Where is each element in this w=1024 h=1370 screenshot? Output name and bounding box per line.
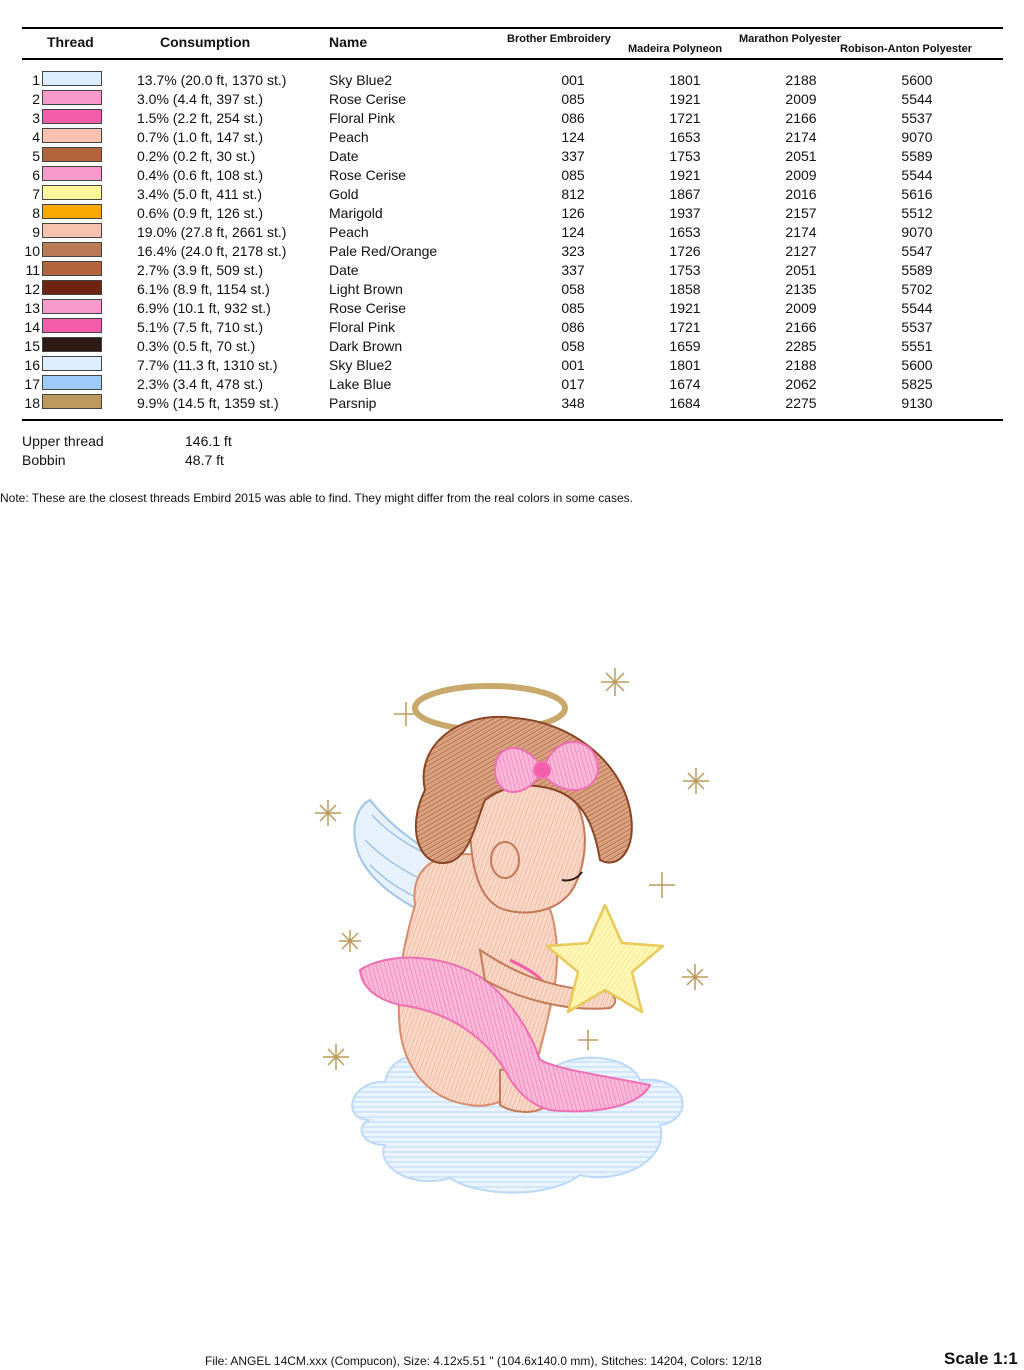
thread-color-swatch [42, 147, 102, 162]
robison-code: 5544 [901, 167, 933, 183]
thread-color-swatch [42, 318, 102, 333]
thread-number: 15 [24, 338, 40, 354]
thread-number: 5 [32, 148, 40, 164]
madeira-code: 1858 [669, 281, 701, 297]
thread-consumption: 2.7% (3.9 ft, 509 st.) [137, 262, 264, 278]
upper-thread-label: Upper thread [22, 433, 104, 449]
thread-color-swatch [42, 375, 102, 390]
robison-code: 5547 [901, 243, 933, 259]
brother-code: 812 [561, 186, 585, 202]
robison-code: 5825 [901, 376, 933, 392]
thread-number: 4 [32, 129, 40, 145]
thread-consumption: 6.9% (10.1 ft, 932 st.) [137, 300, 271, 316]
thread-consumption: 0.2% (0.2 ft, 30 st.) [137, 148, 256, 164]
marathon-code: 2275 [785, 395, 817, 411]
thread-number: 3 [32, 110, 40, 126]
thread-number: 11 [25, 262, 40, 278]
thread-number: 14 [24, 319, 40, 335]
table-row [0, 222, 1024, 241]
table-row [0, 70, 1024, 89]
header-madeira: Madeira Polyneon [628, 43, 723, 55]
madeira-code: 1659 [669, 338, 701, 354]
angel-ear [491, 842, 519, 878]
thread-color-swatch [42, 356, 102, 371]
robison-code: 5600 [901, 357, 933, 373]
marathon-code: 2166 [785, 110, 817, 126]
thread-name: Rose Cerise [329, 91, 407, 107]
thread-color-swatch [42, 204, 102, 219]
header-robison: Robison-Anton Polyester [840, 43, 973, 55]
thread-consumption: 19.0% (27.8 ft, 2661 st.) [137, 224, 287, 240]
marathon-code: 2051 [785, 262, 817, 278]
thread-color-swatch [42, 71, 102, 86]
table-row [0, 184, 1024, 203]
thread-name: Gold [329, 186, 359, 202]
table-row [0, 127, 1024, 146]
brother-code: 337 [561, 262, 585, 278]
thread-color-swatch [42, 185, 102, 200]
marathon-code: 2009 [785, 91, 817, 107]
madeira-code: 1801 [669, 72, 701, 88]
thread-consumption: 3.4% (5.0 ft, 411 st.) [137, 186, 263, 202]
thread-color-swatch [42, 394, 102, 409]
thread-color-swatch [42, 223, 102, 238]
marathon-code: 2009 [785, 300, 817, 316]
brother-code: 058 [561, 338, 585, 354]
thread-note: Note: These are the closest threads Embird 2015 was able to find. They might differ from the real colors in some cases. [0, 491, 633, 505]
brother-code: 337 [561, 148, 585, 164]
robison-code: 5544 [901, 300, 933, 316]
marathon-code: 2016 [785, 186, 817, 202]
thread-name: Rose Cerise [329, 167, 407, 183]
madeira-code: 1801 [669, 357, 701, 373]
table-row [0, 355, 1024, 374]
madeira-code: 1721 [669, 319, 701, 335]
table-row [0, 336, 1024, 355]
brother-code: 124 [561, 129, 585, 145]
robison-code: 5589 [901, 262, 933, 278]
marathon-code: 2174 [785, 129, 817, 145]
thread-name: Lake Blue [329, 376, 392, 392]
thread-color-swatch [42, 261, 102, 276]
thread-number: 2 [32, 91, 40, 107]
thread-name: Peach [329, 224, 369, 240]
thread-consumption: 13.7% (20.0 ft, 1370 st.) [137, 72, 287, 88]
embroidery-design-preview [300, 650, 730, 1210]
brother-code: 001 [561, 357, 585, 373]
thread-number: 10 [24, 243, 40, 259]
table-row [0, 108, 1024, 127]
robison-code: 5544 [901, 91, 933, 107]
brother-code: 085 [561, 167, 585, 183]
bobbin-label: Bobbin [22, 452, 66, 468]
thread-consumption: 3.0% (4.4 ft, 397 st.) [137, 91, 264, 107]
brother-code: 085 [561, 91, 585, 107]
madeira-code: 1653 [669, 129, 701, 145]
thread-color-swatch [42, 90, 102, 105]
thread-consumption: 1.5% (2.2 ft, 254 st.) [137, 110, 264, 126]
marathon-code: 2051 [785, 148, 817, 164]
thread-name: Peach [329, 129, 369, 145]
thread-consumption: 0.7% (1.0 ft, 147 st.) [137, 129, 264, 145]
thread-number: 13 [24, 300, 40, 316]
thread-number: 9 [32, 224, 40, 240]
thread-number: 7 [32, 186, 40, 202]
thread-name: Dark Brown [329, 338, 403, 354]
madeira-code: 1684 [669, 395, 701, 411]
marathon-code: 2127 [785, 243, 817, 259]
thread-name: Light Brown [329, 281, 403, 297]
thread-consumption: 16.4% (24.0 ft, 2178 st.) [137, 243, 287, 259]
table-row [0, 241, 1024, 260]
upper-thread-value: 146.1 ft [185, 433, 232, 449]
thread-color-swatch [42, 299, 102, 314]
thread-name: Sky Blue2 [329, 72, 393, 88]
thread-name: Date [329, 262, 359, 278]
thread-name: Rose Cerise [329, 300, 407, 316]
madeira-code: 1921 [669, 300, 701, 316]
header-marathon: Marathon Polyester [739, 33, 842, 45]
brother-code: 086 [561, 319, 585, 335]
thread-consumption: 7.7% (11.3 ft, 1310 st.) [137, 357, 278, 373]
marathon-code: 2166 [785, 319, 817, 335]
thread-consumption: 0.6% (0.9 ft, 126 st.) [137, 205, 264, 221]
thread-consumption: 9.9% (14.5 ft, 1359 st.) [137, 395, 279, 411]
thread-name: Sky Blue2 [329, 357, 393, 373]
thread-number: 16 [24, 357, 40, 373]
thread-name: Date [329, 148, 359, 164]
marathon-code: 2135 [785, 281, 817, 297]
brother-code: 085 [561, 300, 585, 316]
thread-consumption: 6.1% (8.9 ft, 1154 st.) [137, 281, 270, 297]
marathon-code: 2188 [785, 72, 817, 88]
marathon-code: 2062 [785, 376, 817, 392]
thread-number: 17 [24, 376, 40, 392]
marathon-code: 2174 [785, 224, 817, 240]
brother-code: 086 [561, 110, 585, 126]
madeira-code: 1937 [669, 205, 701, 221]
table-row [0, 298, 1024, 317]
brother-code: 017 [561, 376, 585, 392]
robison-code: 5551 [901, 338, 933, 354]
madeira-code: 1867 [669, 186, 701, 202]
madeira-code: 1921 [669, 91, 701, 107]
robison-code: 9070 [901, 129, 933, 145]
madeira-code: 1921 [669, 167, 701, 183]
thread-consumption: 0.3% (0.5 ft, 70 st.) [137, 338, 256, 354]
table-row [0, 146, 1024, 165]
table-row [0, 374, 1024, 393]
robison-code: 5702 [901, 281, 933, 297]
table-row [0, 89, 1024, 108]
madeira-code: 1653 [669, 224, 701, 240]
thread-color-swatch [42, 242, 102, 257]
robison-code: 5537 [901, 319, 933, 335]
madeira-code: 1753 [669, 148, 701, 164]
thread-number: 6 [32, 167, 40, 183]
table-header-rule [22, 58, 1003, 60]
robison-code: 5589 [901, 148, 933, 164]
header-consumption: Consumption [160, 34, 251, 50]
header-brother: Brother Embroidery [507, 33, 611, 45]
robison-code: 9070 [901, 224, 933, 240]
marathon-code: 2285 [785, 338, 817, 354]
brother-code: 348 [561, 395, 585, 411]
madeira-code: 1753 [669, 262, 701, 278]
thread-consumption: 0.4% (0.6 ft, 108 st.) [137, 167, 264, 183]
robison-code: 5537 [901, 110, 933, 126]
scale-label: Scale 1:1 [944, 1349, 1018, 1368]
thread-number: 1 [32, 72, 40, 88]
brother-code: 001 [561, 72, 585, 88]
madeira-code: 1721 [669, 110, 701, 126]
brother-code: 124 [561, 224, 585, 240]
thread-number: 12 [24, 281, 40, 297]
brother-code: 323 [561, 243, 585, 259]
thread-color-swatch [42, 166, 102, 181]
brother-code: 126 [561, 205, 585, 221]
thread-name: Floral Pink [329, 110, 396, 126]
table-row [0, 393, 1024, 412]
robison-code: 5600 [901, 72, 933, 88]
thread-consumption: 5.1% (7.5 ft, 710 st.) [137, 319, 264, 335]
bobbin-value: 48.7 ft [185, 452, 224, 468]
table-row [0, 279, 1024, 298]
file-info-footer: File: ANGEL 14CM.xxx (Compucon), Size: 4.12x5.51 " (104.6x140.0 mm), Stitches: 14204, Colors: 12/18 [205, 1354, 762, 1368]
table-bottom-rule [22, 419, 1003, 421]
table-row [0, 203, 1024, 222]
thread-number: 8 [32, 205, 40, 221]
robison-code: 5616 [901, 186, 933, 202]
table-row [0, 165, 1024, 184]
marathon-code: 2009 [785, 167, 817, 183]
madeira-code: 1726 [669, 243, 701, 259]
thread-consumption: 2.3% (3.4 ft, 478 st.) [137, 376, 264, 392]
thread-color-swatch [42, 280, 102, 295]
robison-code: 5512 [901, 205, 933, 221]
brother-code: 058 [561, 281, 585, 297]
thread-name: Marigold [329, 205, 383, 221]
thread-color-swatch [42, 128, 102, 143]
thread-name: Floral Pink [329, 319, 396, 335]
marathon-code: 2157 [785, 205, 817, 221]
header-thread: Thread [47, 34, 94, 50]
thread-number: 18 [24, 395, 40, 411]
header-name: Name [329, 34, 368, 50]
table-top-rule [22, 27, 1003, 29]
thread-name: Parsnip [329, 395, 377, 411]
thread-color-swatch [42, 109, 102, 124]
marathon-code: 2188 [785, 357, 817, 373]
robison-code: 9130 [901, 395, 933, 411]
madeira-code: 1674 [669, 376, 701, 392]
thread-name: Pale Red/Orange [329, 243, 438, 259]
thread-color-swatch [42, 337, 102, 352]
table-row [0, 260, 1024, 279]
table-row [0, 317, 1024, 336]
